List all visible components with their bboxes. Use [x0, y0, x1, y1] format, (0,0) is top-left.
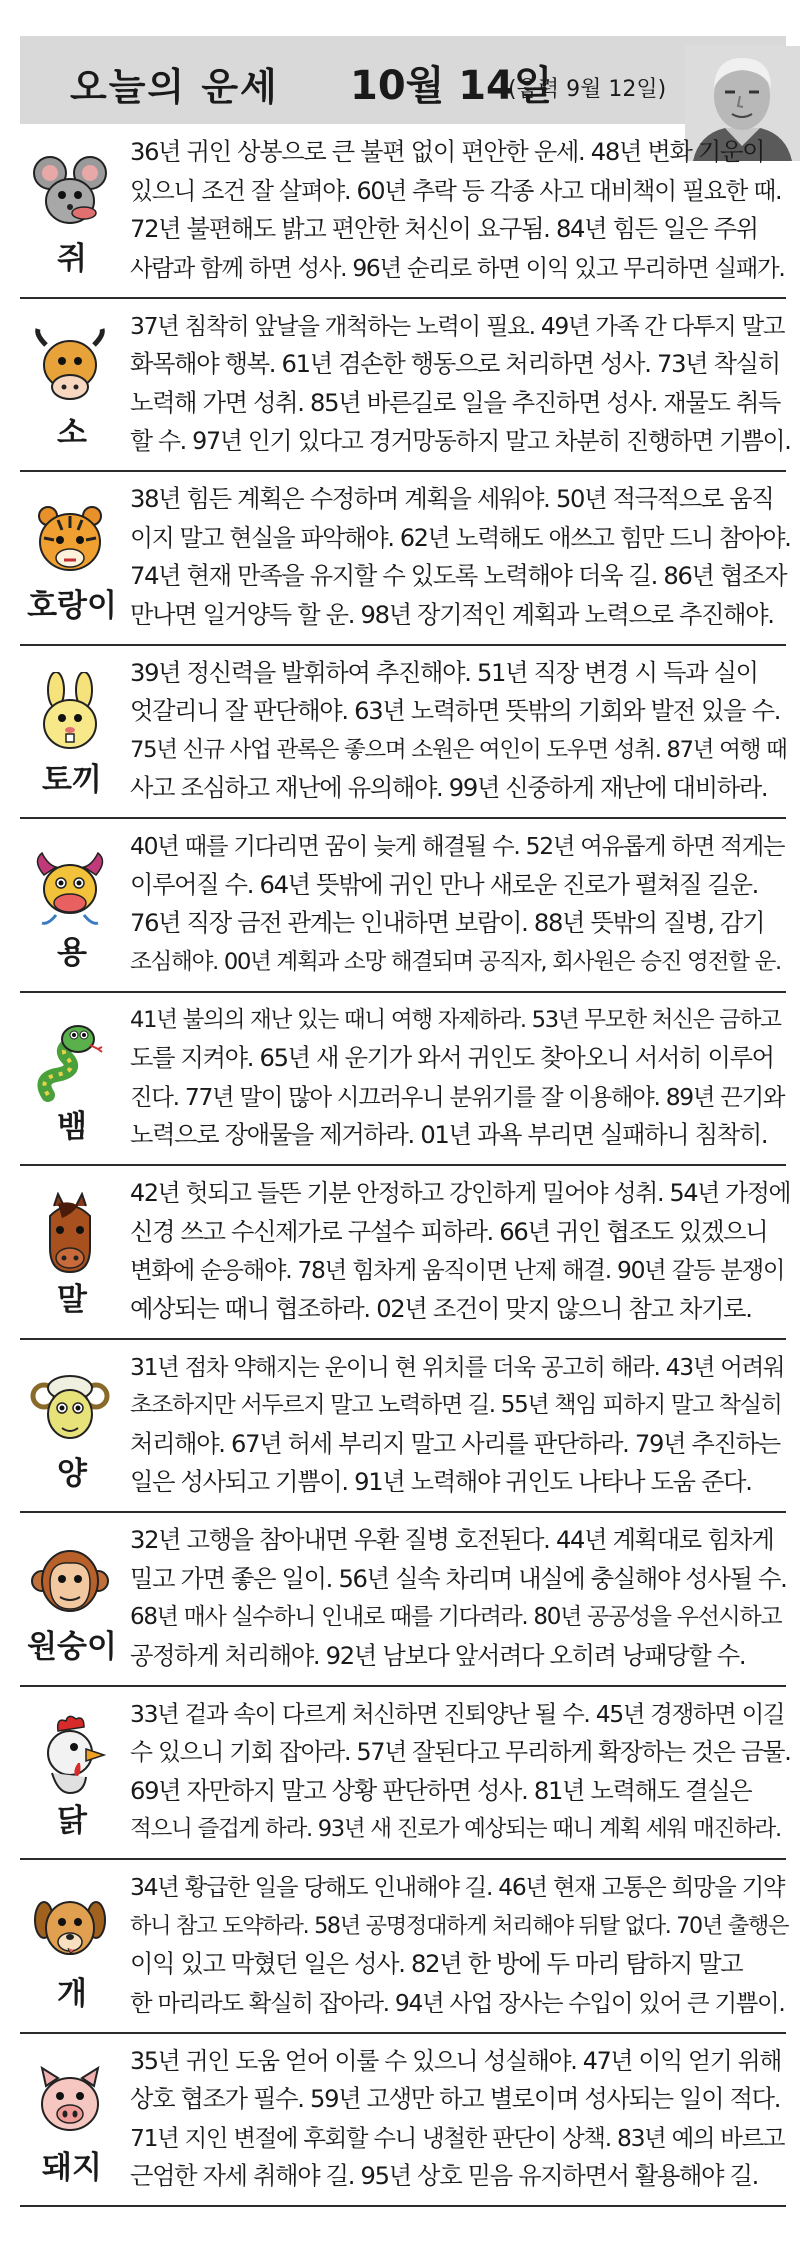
fortune-line: 조심해야. 00년 계획과 소망 해결되며 공직자, 회사원은 승진 영전할 운. — [130, 948, 781, 975]
fortune-line: 노력으로 장애물을 제거하라. 01년 과욕 부리면 실패하니 침착히. — [130, 1121, 768, 1149]
fortune-text — [130, 133, 790, 287]
fortune-line: 36년 귀인 상봉으로 큰 불편 없이 편안한 운세. 48년 변화 기운이 — [130, 138, 765, 166]
fortune-line: 69년 자만하지 말고 상황 판단하면 성사. 81년 노력해도 결실은 — [130, 1776, 752, 1805]
fortune-line: 수 있으니 기회 잡아라. 57년 잘된다고 무리하게 확장하는 것은 금물. — [130, 1738, 791, 1766]
animal-label: 돼지 — [42, 2149, 102, 2186]
fortune-row-tiger — [20, 472, 791, 646]
fortune-line: 74년 현재 만족을 유지할 수 있도록 노력해야 더욱 길. 86년 협조자 — [130, 562, 787, 590]
fortune-text — [130, 827, 790, 981]
fortune-text — [130, 2042, 790, 2196]
fortune-line: 32년 고행을 참아내면 우환 질병 호전된다. 44년 계획대로 힘차게 — [130, 1526, 774, 1554]
fortune-line: 31년 점차 약해지는 운이니 현 위치를 더욱 공고히 해라. 43년 어려워 — [130, 1352, 785, 1381]
rabbit-icon — [28, 672, 112, 756]
dog-icon — [28, 1886, 112, 1970]
fortune-line: 71년 지인 변절에 후회할 수니 냉철한 판단이 상책. 83년 예의 바르고 — [130, 2123, 785, 2152]
fortune-line: 42년 헛되고 들뜬 기분 안정하고 강인하게 밀어야 성취. 54년 가정에 — [130, 1179, 791, 1207]
animal-label: 뱀 — [57, 1108, 87, 1145]
fortune-line: 노력해 가면 성취. 85년 바른길로 일을 추진하면 성사. 재물도 취득 — [130, 388, 781, 417]
pig-icon — [28, 2060, 112, 2144]
fortune-line: 도를 지켜야. 65년 새 운기가 와서 귀인도 찾아오니 서서히 이루어 — [130, 1044, 774, 1072]
fortune-text — [130, 1695, 790, 1849]
fortune-row-dog — [20, 1860, 789, 2034]
fortune-line: 40년 때를 기다리면 꿈이 늦게 해결될 수. 52년 여유롭게 하면 적게는 — [130, 832, 785, 860]
rat-icon — [28, 151, 112, 235]
fortune-line: 신경 쓰고 수신제가로 구설수 피하라. 66년 귀인 협조도 있겠으니 — [130, 1217, 768, 1246]
animal-label: 닭 — [57, 1802, 87, 1839]
fortune-text — [130, 1174, 790, 1328]
fortune-line: 적으니 즐겁게 하라. 93년 새 진로가 예상되는 때니 계획 세워 매진하라. — [130, 1816, 781, 1842]
fortune-line: 진다. 77년 말이 많아 시끄러우니 분위기를 잘 이용해야. 89년 끈기와 — [130, 1082, 785, 1111]
fortune-text — [130, 480, 790, 634]
fortune-line: 있으니 조건 잘 살펴야. 60년 추락 등 각종 사고 대비책이 필요한 때. — [130, 176, 782, 205]
fortune-row-snake — [20, 993, 786, 1167]
fortune-line: 일은 성사되고 기쁨이. 91년 노력해야 귀인도 나타나 도움 준다. — [130, 1468, 752, 1496]
animal-label: 말 — [57, 1282, 87, 1318]
fortune-line: 초조하지만 서두르지 말고 노력하면 길. 55년 책임 피하지 말고 착실히 — [130, 1392, 782, 1418]
monkey-icon — [28, 1539, 112, 1623]
fortune-row-rabbit — [20, 646, 786, 820]
fortune-row-dragon — [20, 819, 786, 993]
fortune-line: 밀고 가면 좋은 일이. 56년 실속 차리며 내실에 충실해야 성사될 수. — [130, 1564, 787, 1593]
fortune-text — [130, 654, 790, 808]
fortune-row-ox — [20, 299, 791, 473]
tiger-icon — [28, 498, 112, 582]
animal-label: 토끼 — [42, 761, 102, 798]
fortune-line: 화목해야 행복. 61년 겸손한 행동으로 처리하면 성사. 73년 착실히 — [130, 350, 780, 378]
fortune-line: 76년 직장 금전 관계는 인내하면 보람이. 88년 뜻밖의 질병, 감기 — [130, 909, 765, 937]
fortune-text — [130, 1001, 790, 1155]
fortune-line: 변화에 순응해야. 78년 힘차게 움직이면 난제 해결. 90년 갈등 분쟁이 — [130, 1256, 785, 1284]
fortune-list — [20, 125, 791, 2207]
fortune-line: 예상되는 때니 협조하라. 02년 조건이 맞지 않으니 참고 차기로. — [130, 1294, 752, 1323]
fortune-line: 39년 정신력을 발휘하여 추진해야. 51년 직장 변경 시 득과 실이 — [130, 658, 758, 687]
fortune-line: 사고 조심하고 재난에 유의해야. 99년 신중하게 재난에 대비하라. — [130, 774, 768, 802]
fortune-line: 상호 협조가 필수. 59년 고생만 하고 별로이며 성사되는 일이 적다. — [130, 2085, 781, 2113]
header-bar — [20, 36, 786, 124]
animal-label: 소 — [57, 414, 87, 451]
fortune-line: 33년 겉과 속이 다르게 처신하면 진퇴양난 될 수. 45년 경쟁하면 이길 — [130, 1699, 785, 1728]
rooster-icon — [28, 1713, 112, 1797]
fortune-line: 하니 참고 도약하라. 58년 공명정대하게 처리해야 뒤탈 없다. 70년 출행은 — [130, 1912, 789, 1939]
animal-label: 원숭이 — [27, 1629, 117, 1665]
fortune-line: 37년 침착히 앞날을 개척하는 노력이 필요. 49년 가족 간 다투지 말고 — [130, 311, 785, 340]
fortune-text — [130, 1521, 790, 1675]
ox-icon — [28, 325, 112, 409]
fortune-line: 35년 귀인 도움 얻어 이룰 수 있으니 성실해야. 47년 이익 얻기 위해 — [130, 2046, 782, 2075]
fortune-row-monkey — [20, 1513, 786, 1687]
fortune-text — [130, 1348, 790, 1502]
fortune-line: 이루어질 수. 64년 뜻밖에 귀인 만나 새로운 진로가 펼쳐질 길운. — [130, 870, 759, 899]
fortune-line: 할 수. 97년 인기 있다고 경거망동하지 말고 차분히 진행하면 기쁨이. — [130, 427, 791, 455]
animal-label: 용 — [57, 935, 87, 971]
fortune-line: 이익 있고 막혔던 일은 성사. 82년 한 방에 두 마리 탐하지 말고 — [130, 1950, 743, 1978]
dragon-icon — [28, 845, 112, 929]
fortune-line: 공정하게 처리해야. 92년 남보다 앞서려다 오히려 낭패당할 수. — [130, 1641, 746, 1670]
fortune-line: 34년 황급한 일을 당해도 인내해야 길. 46년 현재 고통은 희망을 기약 — [130, 1873, 785, 1901]
snake-icon — [28, 1019, 112, 1103]
animal-label: 양 — [57, 1455, 87, 1492]
lunar-date-label: (음력 9월 12일) — [508, 77, 667, 102]
fortune-row-pig — [20, 2034, 786, 2208]
fortune-line: 처리해야. 67년 허세 부리지 말고 사리를 판단하라. 79년 추진하는 — [130, 1429, 780, 1458]
fortune-line: 이지 말고 현실을 파악해야. 62년 노력해도 애쓰고 힘만 드니 참아야. — [130, 523, 791, 552]
date-label: 10월 14일 — [350, 63, 553, 109]
fortune-line: 한 마리라도 확실히 잡아라. 94년 사업 장사는 수입이 있어 큰 기쁨이. — [130, 1988, 785, 2017]
animal-label: 호랑이 — [27, 588, 117, 624]
fortune-line: 근엄한 자세 취해야 길. 95년 상호 믿음 유지하면서 활용해야 길. — [130, 2162, 759, 2190]
fortune-line: 68년 매사 실수하니 인내로 때를 기다려라. 80년 공공성을 우선시하고 — [130, 1604, 782, 1630]
sheep-icon — [28, 1366, 112, 1450]
fortune-line: 엇갈리니 잘 판단해야. 63년 노력하면 뜻밖의 기회와 발전 있을 수. — [130, 697, 781, 725]
horse-icon — [28, 1192, 112, 1276]
page-title: 오늘의 운세 — [70, 65, 279, 109]
fortune-line: 72년 불편해도 밝고 편안한 처신이 요구됨. 84년 힘든 일은 주위 — [130, 215, 758, 243]
animal-label: 개 — [57, 1976, 87, 2012]
fortune-line: 사람과 함께 하면 성사. 96년 순리로 하면 이익 있고 무리하면 실패가. — [130, 253, 785, 282]
fortune-row-horse — [20, 1166, 791, 1340]
fortune-line: 75년 신규 사업 관록은 좋으며 소원은 여인이 도우면 성취. 87년 여행 때 — [130, 736, 787, 763]
fortune-row-sheep — [20, 1340, 786, 1514]
animal-label: 쥐 — [57, 241, 87, 277]
fortune-line: 만나면 일거양득 할 운. 98년 장기적인 계획과 노력으로 추진해야. — [130, 600, 774, 629]
fortune-text — [130, 1868, 790, 2022]
fortune-line: 41년 불의의 재난 있는 때니 여행 자제하라. 53년 무모한 처신은 금하고 — [130, 1006, 781, 1033]
fortune-line: 38년 힘든 계획은 수정하며 계획을 세워야. 50년 적극적으로 움직 — [130, 485, 774, 513]
fortune-row-rooster — [20, 1687, 791, 1861]
fortune-row-rat — [20, 125, 786, 299]
fortune-text — [130, 307, 790, 461]
